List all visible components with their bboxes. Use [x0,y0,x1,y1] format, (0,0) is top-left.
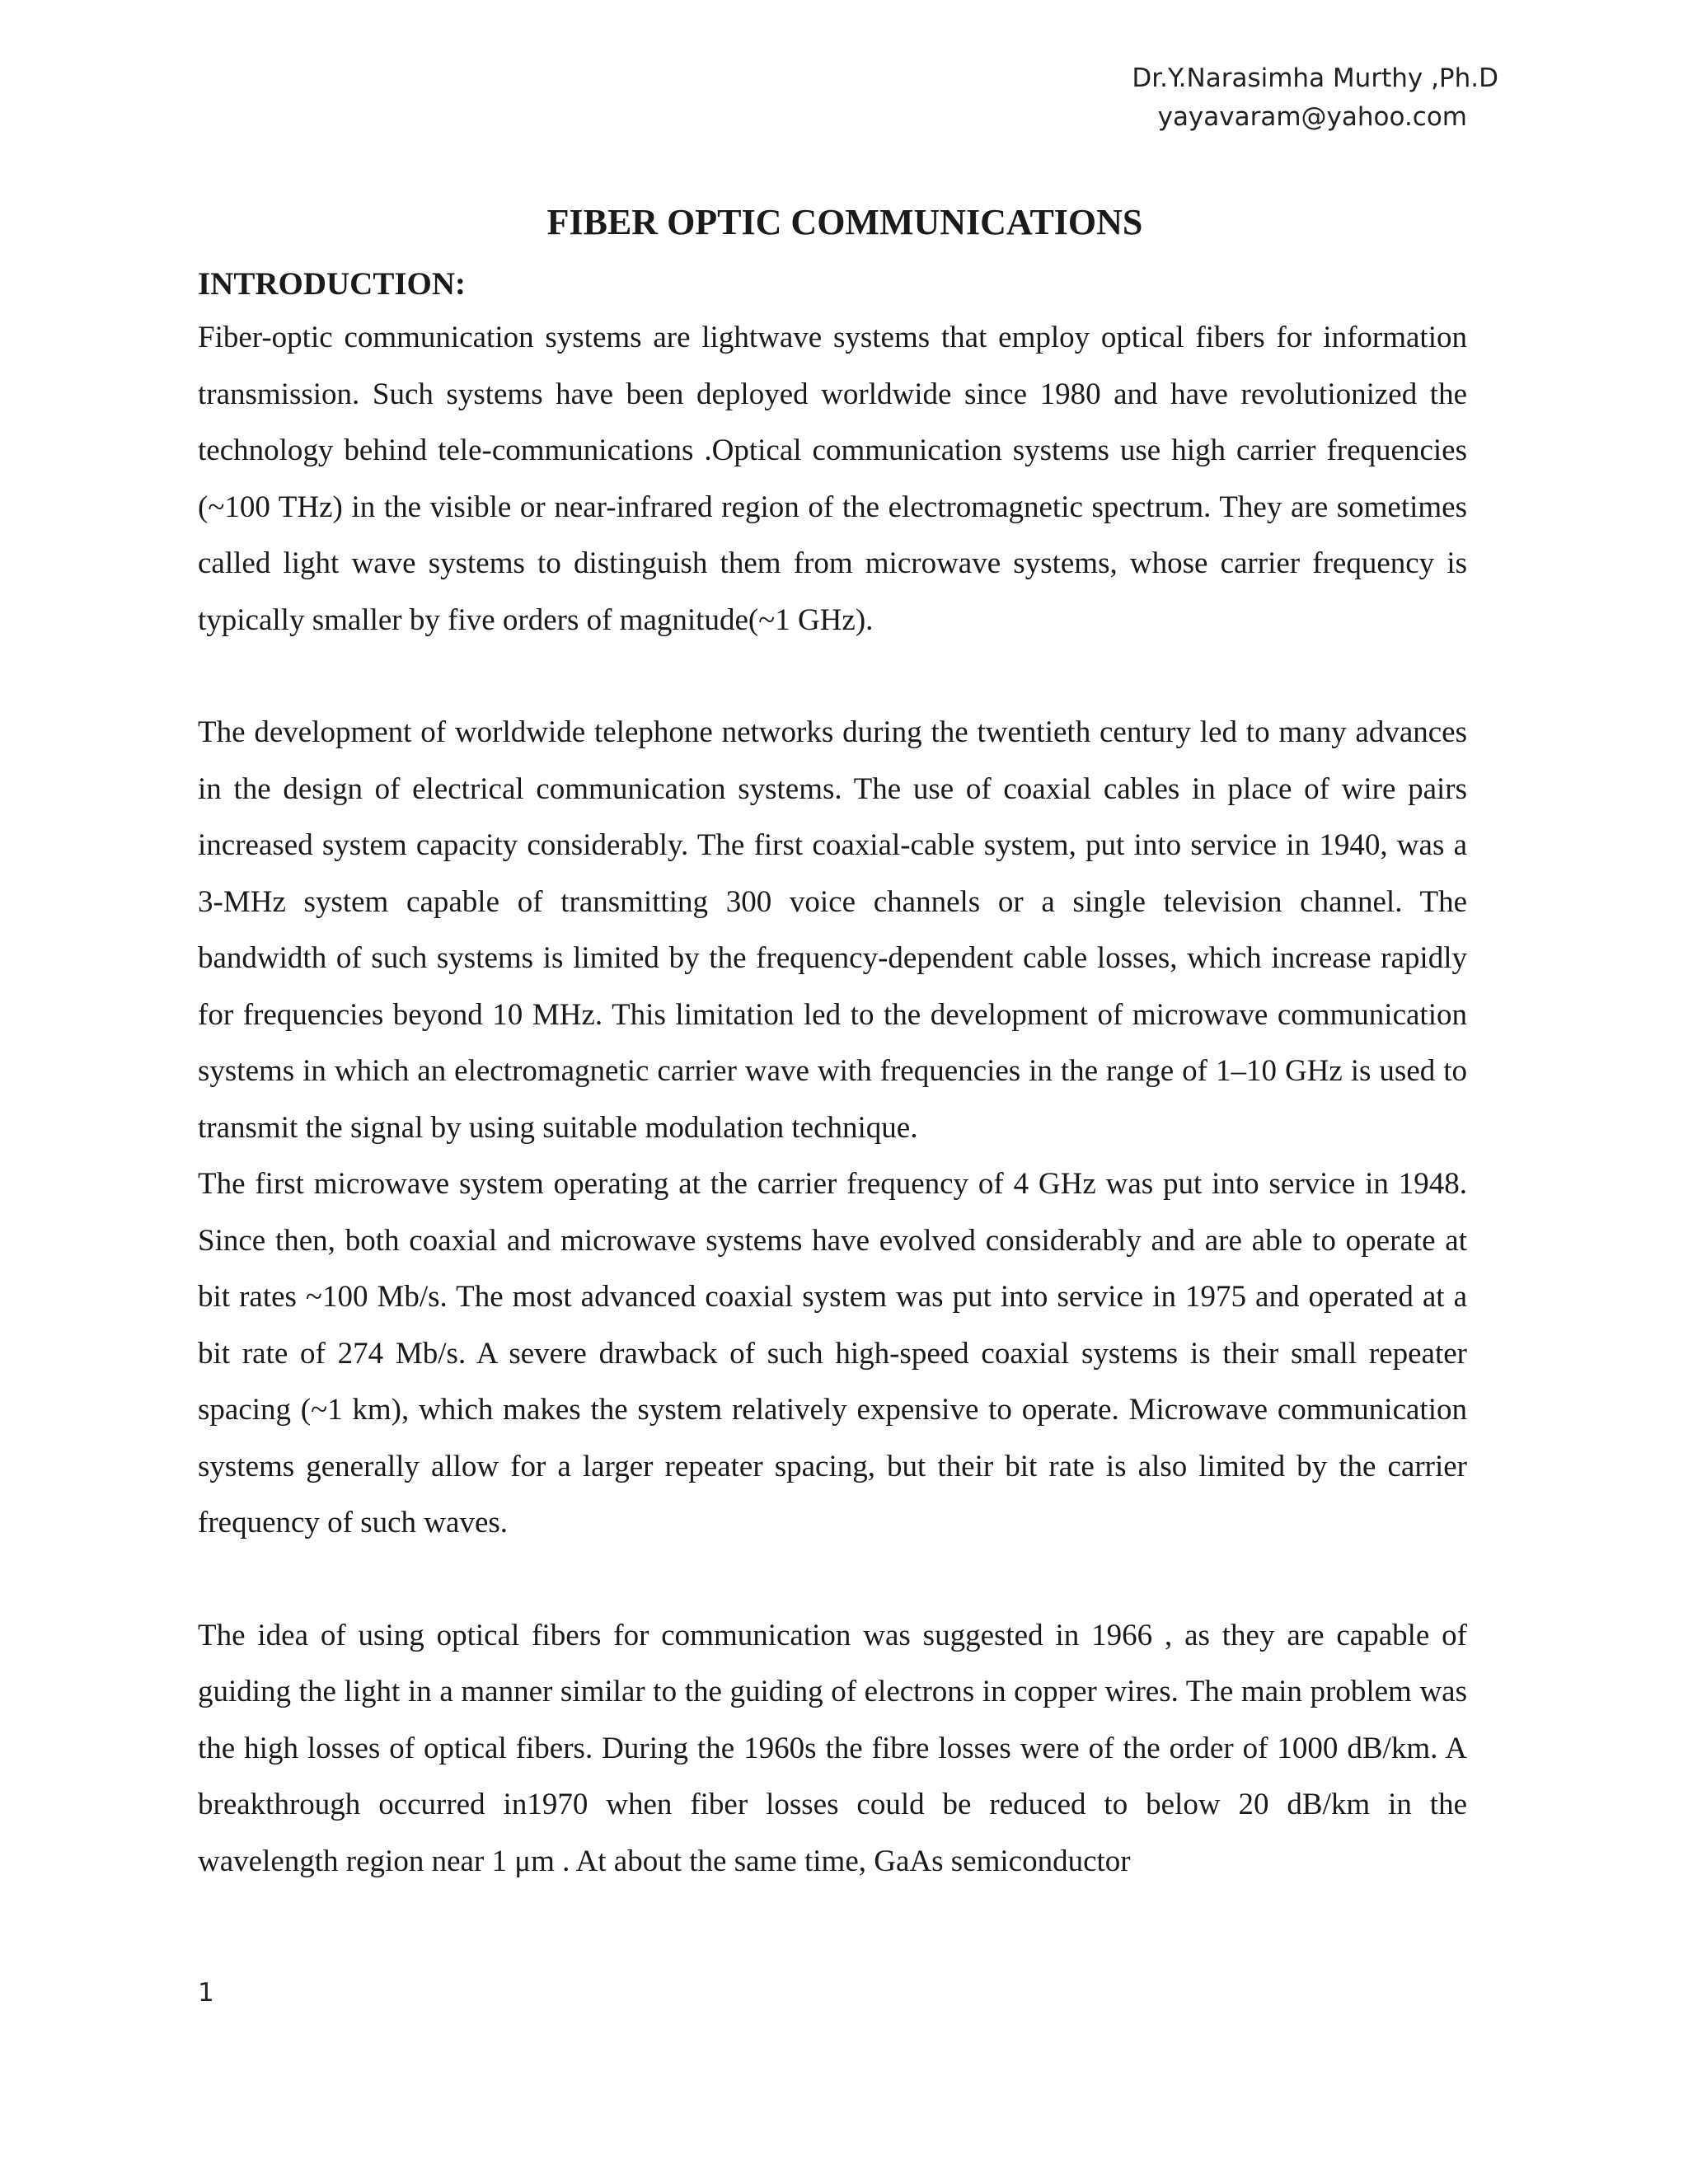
paragraph-1: Fiber-optic communication systems are lightwave systems that employ optical fibers for information transmission. Such systems have been deployed worldwide since 1980 and have revolutionized the technology behind tele-communications .Optical communication systems use high carrier frequencies (~100 THz) in the visible or near-infrared region of the electromagnetic spectrum. They are sometimes called light wave systems to distinguish them from microwave systems, whose carrier frequency is typically smaller by five orders of magnitude(~1 GHz). [198,321,1467,637]
document-title: FIBER OPTIC COMMUNICATIONS [546,202,1143,242]
paragraph-spacer [198,649,1467,705]
author-email: yayavaram@yahoo.com [1157,102,1467,132]
page-header [1132,59,1498,137]
paragraph-2: The development of worldwide telephone networks during the twentieth century led to many advances in the design of electrical communication systems. The use of coaxial cables in place of wire pairs increased system capacity considerably. The first coaxial-cable system, put into service in 1940, was a 3-MHz system capable of transmitting 300 voice channels or a single television channel. The bandwidth of such systems is limited by the frequency-dependent cable losses, which increase rapidly for frequencies beyond 10 MHz. This limitation led to the development of microwave communication systems in which an electromagnetic carrier wave with frequencies in the range of 1–10 GHz is used to transmit the signal by using suitable modulation technique. [198,715,1467,1145]
document-body [198,190,1467,1890]
page-number: 1 [198,1978,214,2008]
paragraph-spacer [198,1552,1467,1608]
paragraph-4: The idea of using optical fibers for communication was suggested in 1966 , as they are capable of guiding the light in a manner similar to the guiding of electrons in copper wires. The main problem was the high losses of optical fibers. During the 1960s the fibre losses were of the order of 1000 dB/km. A breakthrough occurred in1970 when fiber losses could be reduced to below 20 dB/km in the wavelength region near 1 μm . At about the same time, GaAs semiconductor [198,1618,1467,1878]
author-name: Dr.Y.Narasimha Murthy ,Ph.D [1132,63,1498,93]
paragraph-3: The first microwave system operating at the carrier frequency of 4 GHz was put into service in 1948. Since then, both coaxial and microwave systems have evolved considerably and are able to operate at bit rates ~100 Mb/s. The most advanced coaxial system was put into service in 1975 and operated at a bit rate of 274 Mb/s. A severe drawback of such high-speed coaxial systems is their small repeater spacing (~1 km), which makes the system relatively expensive to operate. Microwave communication systems generally allow for a larger repeater spacing, but their bit rate is also limited by the carrier frequency of such waves. [198,1167,1467,1540]
section-heading-introduction: INTRODUCTION: [198,266,467,302]
